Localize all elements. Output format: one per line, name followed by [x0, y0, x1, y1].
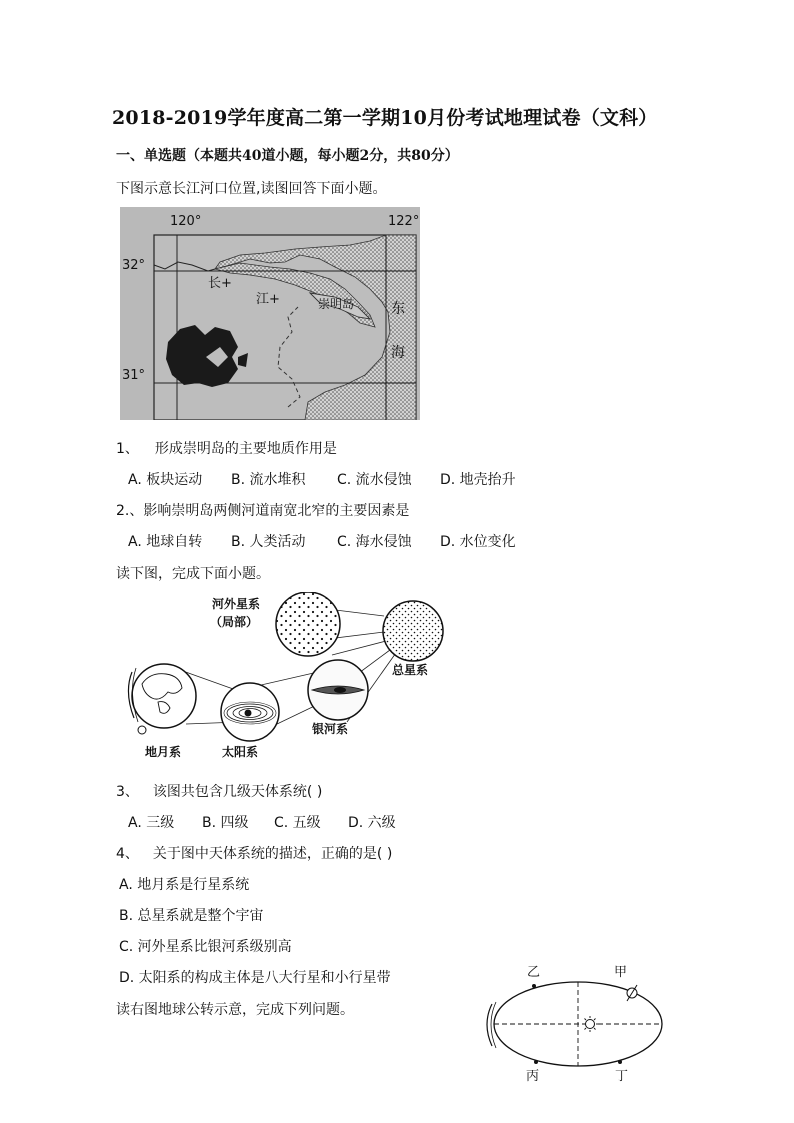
- question-2-number: 2.、: [116, 503, 144, 519]
- question-4: [116, 843, 392, 863]
- question-2: [116, 500, 409, 520]
- map-lat-top: 32°: [122, 258, 146, 273]
- label-total-galaxy: 总星系: [392, 663, 429, 677]
- q3-option-a[interactable]: A. 三级: [128, 815, 175, 831]
- question-1-options: [128, 469, 516, 489]
- map-label-jiang: 江+: [256, 292, 280, 307]
- question-3: [116, 781, 322, 801]
- q4-option-a[interactable]: A. 地月系是行星系统: [119, 877, 250, 893]
- label-earth-moon: 地月系: [145, 745, 182, 759]
- orbit-label-ding: 丁: [615, 1069, 629, 1084]
- earth-orbit-diagram: [480, 962, 670, 1084]
- q3-option-d[interactable]: D. 六级: [348, 815, 396, 831]
- orbit-label-yi: 乙: [527, 965, 541, 980]
- exam-title: 2018-2019学年度高二第一学期10月份考试地理试卷（文科）: [112, 107, 658, 129]
- intro-text-3: 读右图地球公转示意，完成下列问题。: [116, 1002, 354, 1018]
- q1-option-b[interactable]: B. 流水堆积: [231, 472, 306, 488]
- question-3-stem: 该图共包含几级天体系统( ): [152, 784, 323, 800]
- question-3-options: [128, 812, 396, 832]
- q2-option-d[interactable]: D. 水位变化: [440, 534, 516, 550]
- question-4-number: 4、: [116, 846, 139, 862]
- label-extragalactic-partial: （局部）: [210, 615, 259, 629]
- map-label-island: 崇明岛: [318, 297, 355, 311]
- q1-option-a[interactable]: A. 板块运动: [128, 472, 203, 488]
- question-1: [116, 438, 337, 458]
- map-lat-bottom: 31°: [122, 368, 146, 383]
- q3-option-c[interactable]: C. 五级: [274, 815, 321, 831]
- q2-option-c[interactable]: C. 海水侵蚀: [337, 534, 412, 550]
- q1-option-d[interactable]: D. 地壳抬升: [440, 472, 516, 488]
- question-3-number: 3、: [116, 784, 139, 800]
- intro-text-1: 下图示意长江河口位置,读图回答下面小题。: [116, 181, 387, 197]
- intro-text-2: 读下图，完成下面小题。: [116, 566, 270, 582]
- q4-option-b[interactable]: B. 总星系就是整个宇宙: [119, 908, 264, 924]
- question-4-stem: 关于图中天体系统的描述，正确的是( ): [152, 846, 393, 862]
- yangtze-estuary-map: [120, 207, 420, 420]
- question-2-stem: 影响崇明岛两侧河道南宽北窄的主要因素是: [143, 503, 410, 519]
- question-2-options: [128, 531, 516, 551]
- orbit-label-bing: 丙: [526, 1069, 540, 1084]
- question-1-stem: 形成崇明岛的主要地质作用是: [154, 441, 337, 457]
- q4-option-d[interactable]: D. 太阳系的构成主体是八大行星和小行星带: [119, 970, 391, 986]
- q1-option-c[interactable]: C. 流水侵蚀: [337, 472, 412, 488]
- label-extragalactic: 河外星系: [212, 597, 261, 611]
- orbit-label-jia: 甲: [614, 965, 628, 980]
- map-label-chang: 长+: [208, 276, 232, 291]
- map-label-dong: 东: [391, 301, 405, 317]
- map-label-hai: 海: [391, 345, 405, 361]
- section-heading: 一、单选题（本题共40道小题，每小题2分，共80分）: [116, 148, 459, 164]
- celestial-systems-diagram: [122, 592, 452, 762]
- map-lon-right: 122°: [388, 214, 420, 229]
- label-milky-way: 银河系: [312, 722, 349, 736]
- label-solar-system: 太阳系: [222, 745, 259, 759]
- map-lon-left: 120°: [170, 214, 202, 229]
- question-1-number: 1、: [116, 441, 139, 457]
- q2-option-b[interactable]: B. 人类活动: [231, 534, 306, 550]
- q4-option-c[interactable]: C. 河外星系比银河系级别高: [119, 939, 292, 955]
- q3-option-b[interactable]: B. 四级: [202, 815, 249, 831]
- q2-option-a[interactable]: A. 地球自转: [128, 534, 203, 550]
